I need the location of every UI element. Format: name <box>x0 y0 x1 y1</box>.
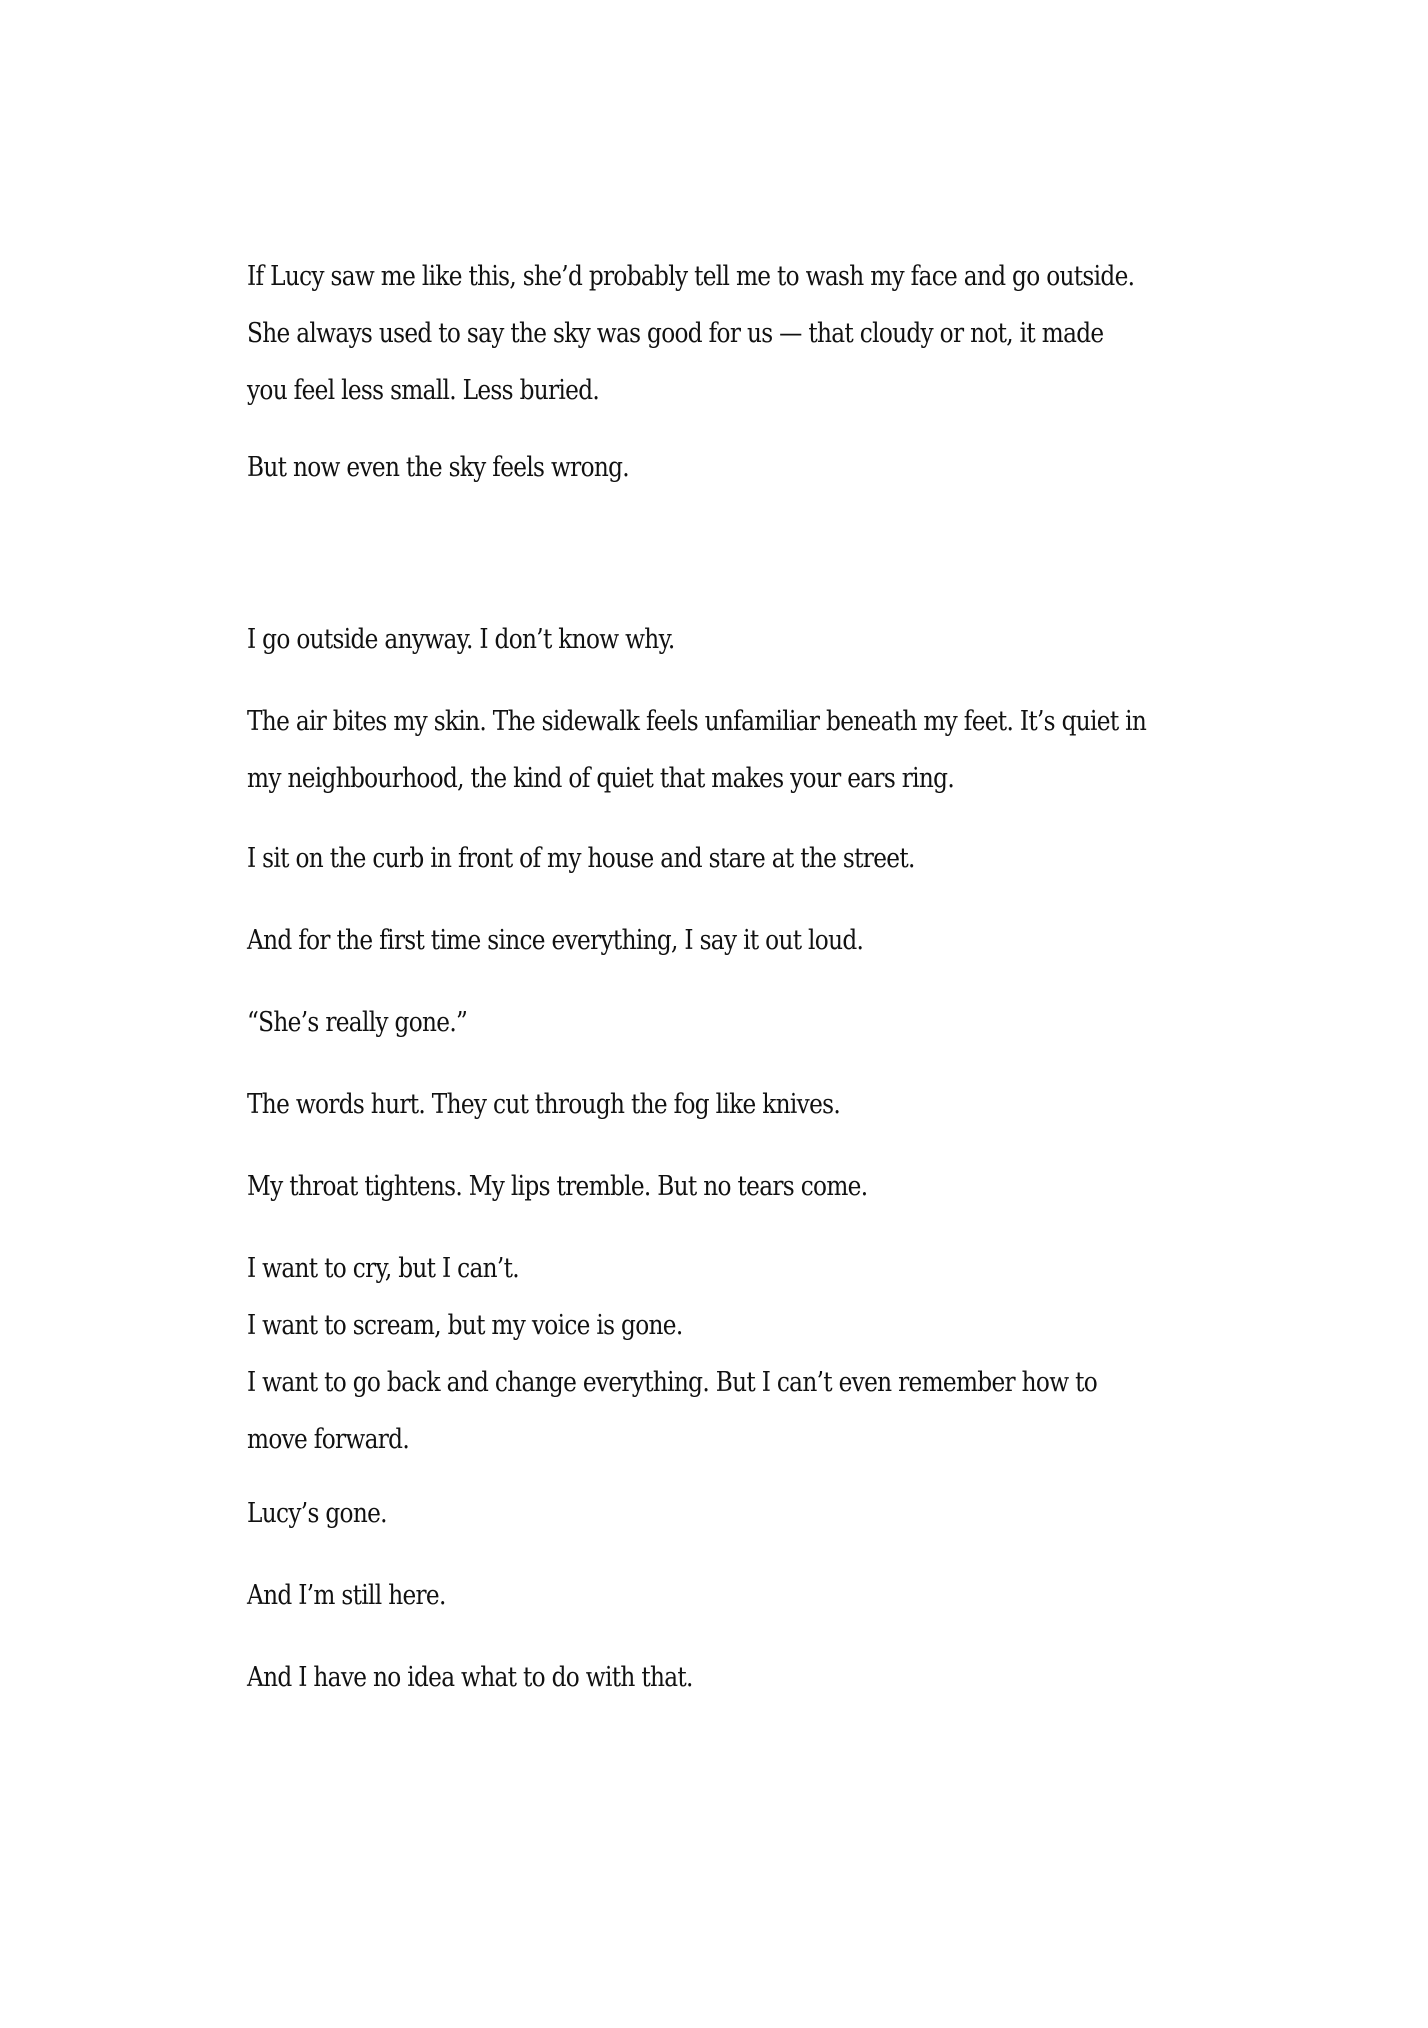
text-line: I want to cry, but I can’t. <box>247 1253 519 1284</box>
text-line: move forward. <box>247 1424 410 1455</box>
paragraph-first-time <box>247 912 1107 969</box>
paragraph-air-bites <box>247 693 1147 807</box>
text-line: My throat tightens. My lips tremble. But no tears come. <box>247 1171 868 1202</box>
paragraph-words-hurt <box>247 1076 1107 1133</box>
text-line: And I’m still here. <box>247 1580 446 1611</box>
paragraph-lucy-advice <box>247 248 1135 419</box>
text-line: The words hurt. They cut through the fog like knives. <box>247 1089 841 1120</box>
text-line: I sit on the curb in front of my house and stare at the street. <box>247 843 915 874</box>
paragraph-curb <box>247 830 1107 887</box>
text-line: my neighbourhood, the kind of quiet that makes your ears ring. <box>247 763 955 794</box>
text-line: “She’s really gone.” <box>247 1007 468 1038</box>
paragraph-really-gone <box>247 994 1107 1051</box>
text-line: I want to scream, but my voice is gone. <box>247 1310 683 1341</box>
text-line: Lucy’s gone. <box>247 1498 387 1529</box>
paragraph-still-here <box>247 1567 1107 1624</box>
paragraph-no-idea <box>247 1649 1107 1706</box>
text-line: But now even the sky feels wrong. <box>247 452 630 483</box>
paragraph-sky-wrong <box>247 439 1107 496</box>
text-line: And for the first time since everything, I say it out loud. <box>247 925 864 956</box>
text-line: If Lucy saw me like this, she’d probably tell me to wash my face and go outside. <box>247 261 1135 292</box>
text-line: She always used to say the sky was good for us — that cloudy or not, it made <box>247 318 1104 349</box>
paragraph-lucys-gone <box>247 1485 1107 1542</box>
paragraph-want-to <box>247 1240 1107 1468</box>
text-line: you feel less small. Less buried. <box>247 375 600 406</box>
text-line: And I have no idea what to do with that. <box>247 1662 693 1693</box>
text-line: I want to go back and change everything. But I can’t even remember how to <box>247 1367 1098 1398</box>
text-line: The air bites my skin. The sidewalk feels unfamiliar beneath my feet. It’s quiet in <box>247 706 1147 737</box>
paragraph-throat <box>247 1158 1107 1215</box>
text-line: I go outside anyway. I don’t know why. <box>247 624 675 655</box>
paragraph-go-outside <box>247 611 1107 668</box>
